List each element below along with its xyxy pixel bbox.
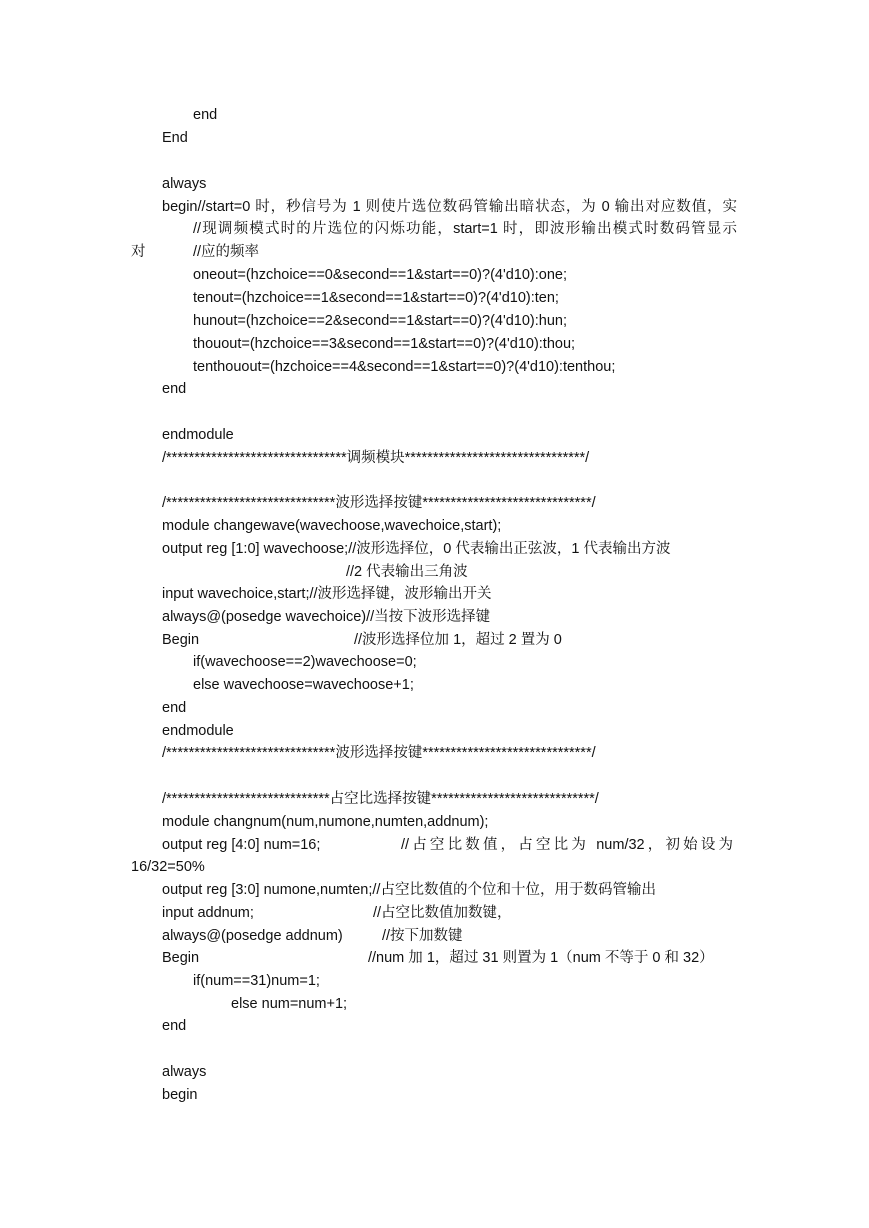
code-line: //现调频模式时的片选位的闪烁功能，start=1 时，即波形输出模式时数码管显示: [193, 221, 737, 237]
code-line: begin: [162, 1087, 198, 1103]
code-line: /******************************波形选择按键******************************/: [162, 745, 596, 761]
code-line: output reg [1:0] wavechoose;//波形选择位，0 代表输出正弦波，1 代表输出方波: [162, 541, 671, 557]
code-line: Begin: [162, 632, 200, 648]
code-line: end: [162, 381, 187, 397]
code-line: //波形选择位加 1，超过 2 置为 0: [354, 632, 562, 648]
code-line: //num 加 1，超过 31 则置为 1（num 不等于 0 和 32）: [368, 950, 714, 966]
code-line: endmodule: [162, 723, 234, 739]
code-line: always: [162, 176, 207, 192]
code-line: if(num==31)num=1;: [193, 973, 320, 989]
code-line: //2 代表输出三角波: [346, 564, 468, 580]
code-line: end: [162, 700, 187, 716]
code-line: else wavechoose=wavechoose+1;: [193, 677, 414, 693]
code-line: begin//start=0 时，秒信号为 1 则使片选位数码管输出暗状态，为 0 输出对应数值，实: [162, 199, 737, 215]
code-line: output reg [4:0] num=16;: [162, 837, 321, 853]
code-line: //应的频率: [193, 244, 260, 260]
code-line: end: [162, 1018, 187, 1034]
code-line: always@(posedge wavechoice)//当按下波形选择键: [162, 609, 491, 625]
code-line: //按下加数键: [382, 928, 463, 944]
code-line: /******************************波形选择按键******************************/: [162, 495, 596, 511]
code-line: output reg [3:0] numone,numten;//占空比数值的个位和十位，用于数码管输出: [162, 882, 656, 898]
code-line: end: [193, 107, 218, 123]
code-line: input wavechoice,start;//波形选择键，波形输出开关: [162, 586, 492, 602]
code-line: /*****************************占空比选择按键*****************************/: [162, 791, 599, 807]
code-line: input addnum;: [162, 905, 254, 921]
code-line: endmodule: [162, 427, 234, 443]
code-line: always: [162, 1064, 207, 1080]
code-line: thouout=(hzchoice==3&second==1&start==0)?(4'd10):thou;: [193, 336, 576, 352]
code-line: module changnum(num,numone,numten,addnum);: [162, 814, 489, 830]
code-line: tenout=(hzchoice==1&second==1&start==0)?(4'd10):ten;: [193, 290, 559, 306]
code-line: Begin: [162, 950, 200, 966]
code-line: module changewave(wavechoose,wavechoice,start);: [162, 518, 502, 534]
code-line: End: [162, 130, 188, 146]
code-line: hunout=(hzchoice==2&second==1&start==0)?(4'd10):hun;: [193, 313, 567, 329]
code-line: 对: [131, 244, 146, 260]
code-line: /********************************调频模块********************************/: [162, 450, 590, 466]
code-line: if(wavechoose==2)wavechoose=0;: [193, 654, 417, 670]
code-line: always@(posedge addnum): [162, 928, 343, 944]
code-line: oneout=(hzchoice==0&second==1&start==0)?(4'd10):one;: [193, 267, 567, 283]
code-line: else num=num+1;: [231, 996, 348, 1012]
code-line: tenthouout=(hzchoice==4&second==1&start==0)?(4'd10):tenthou;: [193, 359, 616, 375]
code-line: //占空比数值，占空比为 num/32，初始设为: [401, 837, 733, 853]
code-line: //占空比数值加数键，: [373, 905, 512, 921]
code-line: 16/32=50%: [131, 859, 205, 875]
